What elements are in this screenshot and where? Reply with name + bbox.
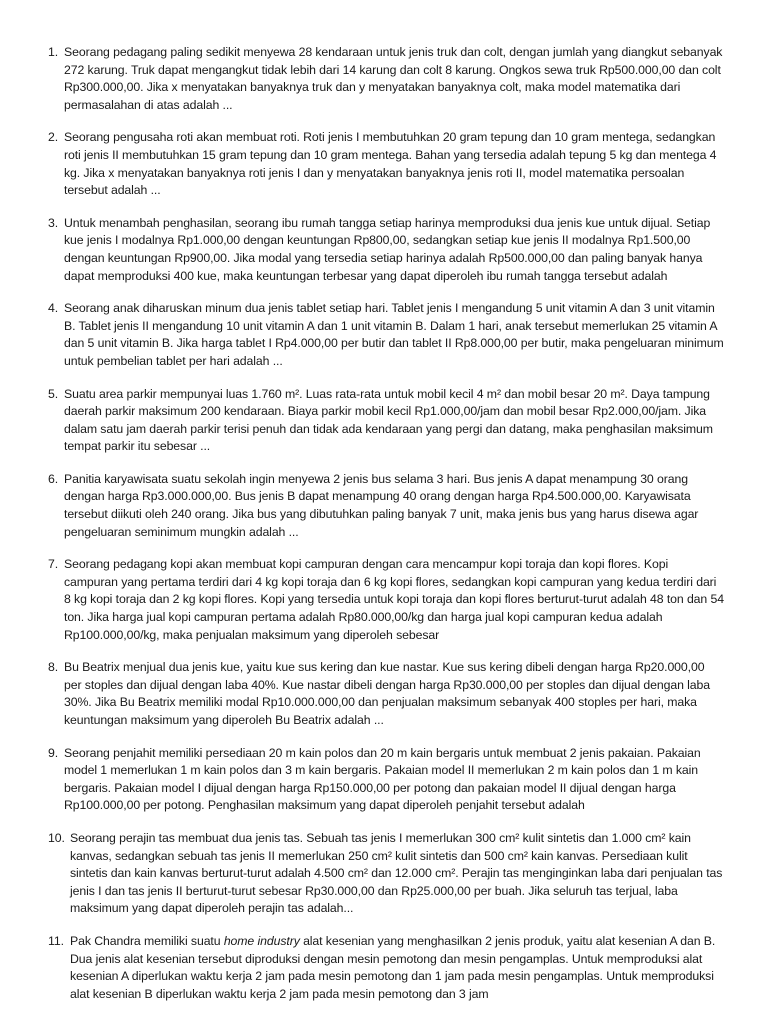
problem-text: Suatu area parkir mempunyai luas 1.760 m². Luas rata-rata untuk mobil kecil 4 m² dan mobil besar 20 m². Daya tampung daerah parkir maksimum 200 kendaraan. Biaya parkir mobil kecil Rp1.000,00/jam dan mobil besar Rp2.000,00/jam. Jika dalam satu jam daerah parkir terisi penuh dan tidak ada kendaraan yang pergi dan datang, maka penghasilan maksimum tempat parkir itu sebesar ... bbox=[64, 386, 713, 454]
problem-text: Untuk menambah penghasilan, seorang ibu rumah tangga setiap harinya memproduksi dua jenis kue untuk dijual. Setiap kue jenis I modalnya Rp1.000,00 dengan keuntungan Rp800,00, sedangkan setiap kue jenis II modalnya Rp1.500,00 dengan keuntungan Rp900,00. Jika modal yang tersedia setiap harinya adalah Rp500.000,00 dan paling banyak hanya dapat memproduksi 400 kue, maka keuntungan terbesar yang dapat diperoleh ibu rumah tangga tersebut adalah bbox=[64, 215, 711, 283]
problem-number: 5. bbox=[48, 386, 59, 401]
problem-number: 3. bbox=[48, 215, 59, 230]
problem-item bbox=[48, 830, 724, 918]
problem-text-after: alat kesenian yang menghasilkan 2 jenis produk, yaitu alat kesenian A dan B. Dua jenis alat kesenian tersebut diproduksi dengan mesin pemotong dan mesin pengamplas. Untuk memproduksi alat kesenian A diperlukan waktu kerja 2 jam pada mesin pemotong dan 1 jam pada mesin pengamplas. Untuk memproduksi alat kesenian B diperlukan waktu kerja 2 jam pada mesin pemotong dan 3 jam bbox=[70, 933, 716, 1001]
problem-number: 2. bbox=[48, 130, 59, 145]
problem-text: Seorang pedagang kopi akan membuat kopi campuran dengan cara mencampur kopi toraja dan kopi flores. Kopi campuran yang pertama terdiri dari 4 kg kopi toraja dan 6 kg kopi flores, sedangkan kopi campuran yang kedua terdiri dari 8 kg kopi toraja dan 2 kg kopi flores. Kopi yang tersedia untuk kopi toraja dan kopi flores berturut-turut adalah 48 ton dan 54 ton. Jika harga jual kopi campuran pertama adalah Rp80.000,00/kg dan harga jual kopi campuran kedua adalah Rp100.000,00/kg, maka penjualan maksimum yang diperoleh sebesar bbox=[64, 557, 724, 642]
problem-text: Seorang anak diharuskan minum dua jenis tablet setiap hari. Tablet jenis I mengandung 5 unit vitamin A dan 3 unit vitamin B. Tablet jenis II mengandung 10 unit vitamin A dan 1 unit vitamin B. Dalam 1 hari, anak tersebut memerlukan 25 vitamin A dan 5 unit vitamin B. Jika harga tablet I Rp4.000,00 per butir dan tablet II Rp8.000,00 per butir, maka pengeluaran minimum untuk pembelian tablet per hari adalah ... bbox=[64, 301, 724, 368]
problem-text bbox=[70, 933, 724, 1003]
problem-number: 10. bbox=[48, 830, 65, 845]
problem-item bbox=[48, 933, 724, 1003]
problem-number: 1. bbox=[48, 45, 59, 59]
problem-text: Bu Beatrix menjual dua jenis kue, yaitu kue sus kering dan kue nastar. Kue sus kering dibeli dengan harga Rp20.000,00 per stoples dan dijual dengan laba 40%. Kue nastar dibeli dengan harga Rp30.000,00 per stoples dan dijual dengan laba 30%. Jika Bu Beatrix memiliki modal Rp10.000.000,00 dan penjualan maksimum sebanyak 400 stoples per hari, maka keuntungan maksimum yang diperoleh Bu Beatrix adalah ... bbox=[64, 660, 710, 727]
problem-text: Seorang pengusaha roti akan membuat roti. Roti jenis I membutuhkan 20 gram tepung dan 10 gram mentega, sedangkan roti jenis II membutuhkan 15 gram tepung dan 10 gram mentega. Bahan yang tersedia adalah tepung 5 kg dan mentega 4 kg. Jika x menyatakan banyaknya roti jenis I dan y menyatakan banyaknya jenis roti II, model matematika persoalan tersebut adalah ... bbox=[64, 130, 717, 198]
problem-item bbox=[48, 745, 724, 815]
problem-number: 11. bbox=[48, 933, 64, 948]
problem-number: 9. bbox=[48, 745, 59, 760]
problem-text: Panitia karyawisata suatu sekolah ingin menyewa 2 jenis bus selama 3 hari. Bus jenis A dapat menampung 30 orang dengan harga Rp3.000.000,00. Bus jenis B dapat menampung 40 orang dengan harga Rp4.500.000,00. Karyawisata tersebut diikuti oleh 240 orang. Jika bus yang dibutuhkan paling banyak 7 unit, maka jenis bus yang harus disewa agar pengeluaran seminimum mungkin adalah ... bbox=[64, 471, 699, 539]
problem-number: 8. bbox=[48, 660, 59, 675]
problem-number: 4. bbox=[48, 301, 59, 316]
problem-item bbox=[48, 129, 724, 199]
problem-number: 7. bbox=[48, 557, 59, 572]
problem-item bbox=[48, 44, 724, 114]
problem-text-italic: home industry bbox=[223, 933, 300, 948]
problem-item bbox=[48, 471, 724, 541]
problem-item bbox=[48, 556, 724, 644]
problem-item bbox=[48, 659, 724, 729]
problem-list bbox=[48, 44, 724, 1003]
problem-text-before: Pak Chandra memiliki suatu bbox=[70, 933, 224, 948]
problem-text: Seorang perajin tas membuat dua jenis tas. Sebuah tas jenis I memerlukan 300 cm² kulit sintetis dan 1.000 cm² kain kanvas, sedangkan sebuah tas jenis II memerlukan 250 cm² kulit sintetis dan 500 cm² kain kanvas. Persediaan kulit sintetis dan kain kanvas berturut-turut adalah 4.500 cm² dan 12.000 cm². Perajin tas menginginkan laba dari penjualan tas jenis I dan tas jenis II berturut-turut sebesar Rp30.000,00 dan Rp25.000,00 per buah. Jika seluruh tas terjual, laba maksimum yang dapat diperoleh perajin tas adalah... bbox=[70, 830, 723, 916]
problem-text: Seorang penjahit memiliki persediaan 20 m kain polos dan 20 m kain bergaris untuk membuat 2 jenis pakaian. Pakaian model 1 memerlukan 1 m kain polos dan 3 m kain bergaris. Pakaian model II memerlukan 2 m kain polos dan 1 m kain bergaris. Pakaian model I dijual dengan harga Rp150.000,00 per potong dan pakaian model II dijual dengan harga Rp100.000,00 per potong. Penghasilan maksimum yang dapat diperoleh penjahit tersebut adalah bbox=[64, 745, 701, 813]
problem-item bbox=[48, 300, 724, 370]
problem-number: 6. bbox=[48, 471, 59, 486]
problem-text: Seorang pedagang paling sedikit menyewa 28 kendaraan untuk jenis truk dan colt, dengan jumlah yang diangkut sebanyak 272 karung. Truk dapat mengangkut tidak lebih dari 14 karung dan colt 8 karung. Ongkos sewa truk Rp500.000,00 dan colt Rp300.000,00. Jika x menyatakan banyaknya truk dan y menyatakan banyaknya colt, maka model matematika dari permasalahan di atas adalah ... bbox=[64, 45, 723, 112]
problem-item bbox=[48, 215, 724, 285]
problem-item bbox=[48, 386, 724, 456]
